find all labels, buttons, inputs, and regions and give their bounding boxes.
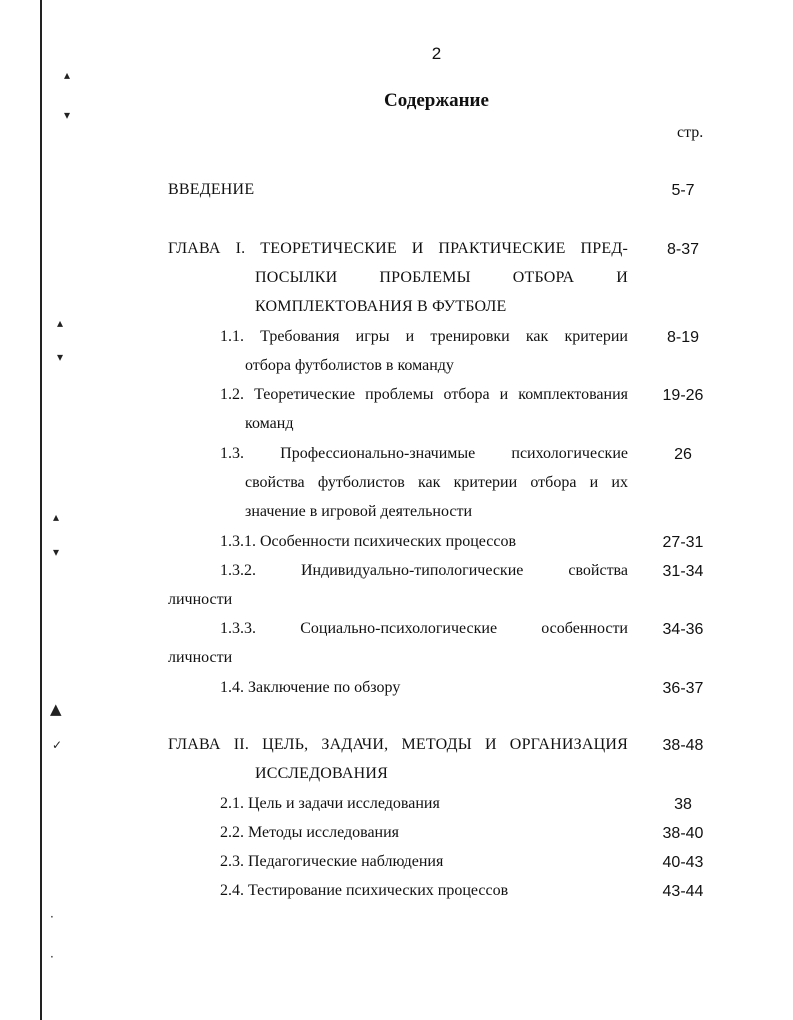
scan-speck: ▴	[64, 68, 71, 82]
toc-s1-1-line2: отбора футболистов в команду	[245, 357, 454, 374]
toc-ch1-line3: КОМПЛЕКТОВАНИЯ В ФУТБОЛЕ	[255, 298, 507, 315]
scan-speck: ▾	[57, 350, 64, 364]
toc-s1-3-line3: значение в игровой деятельности	[245, 503, 472, 520]
scan-speck: ▴	[57, 316, 64, 330]
toc-s2-2-pages: 38-40	[662, 825, 704, 842]
toc-intro-pages: 5-7	[671, 182, 695, 199]
scan-speck: ▾	[64, 108, 71, 122]
scan-speck: ·	[50, 950, 54, 964]
toc-s1-1-line1: 1.1. Требования игры и тренировки как критерии	[220, 328, 628, 345]
toc-s1-4-pages: 36-37	[662, 680, 704, 697]
toc-s1-3-2-line1: 1.3.2. Индивидуально-типологические свойства	[220, 562, 628, 579]
scan-speck: ▾	[53, 545, 60, 559]
toc-s1-3-3-pages: 34-36	[662, 621, 704, 638]
toc-s2-4-pages: 43-44	[662, 883, 704, 900]
toc-s1-3-2-pages: 31-34	[662, 563, 704, 580]
toc-s1-3-line2: свойства футболистов как критерии отбора и их	[245, 474, 628, 491]
toc-s1-3-1-line1: 1.3.1. Особенности психических процессов	[220, 533, 517, 550]
toc-s2-3-pages: 40-43	[662, 854, 704, 871]
toc-s2-3-line1: 2.3. Педагогические наблюдения	[220, 853, 444, 870]
toc-s1-2-line1: 1.2. Теоретические проблемы отбора и комплектования	[220, 386, 628, 403]
toc-s1-3-1-pages: 27-31	[662, 534, 704, 551]
toc-ch1-line1: ГЛАВА I. ТЕОРЕТИЧЕСКИЕ И ПРАКТИЧЕСКИЕ ПРЕД-	[168, 240, 628, 257]
toc-intro-label: ВВЕДЕНИЕ	[168, 181, 255, 198]
toc-ch1-pages: 8-37	[666, 241, 700, 258]
toc-ch2-line2: ИССЛЕДОВАНИЯ	[255, 765, 388, 782]
toc-ch2-pages: 38-48	[662, 737, 704, 754]
pages-column-header: стр.	[677, 124, 704, 141]
toc-s2-1-pages: 38	[674, 796, 692, 813]
toc-s1-3-3-line1: 1.3.3. Социально-психологические особенности	[220, 620, 628, 637]
toc-s2-1-line1: 2.1. Цель и задачи исследования	[220, 795, 440, 812]
scan-edge-line	[40, 0, 42, 1020]
page-title: Содержание	[384, 90, 489, 111]
toc-ch1-line2: ПОСЫЛКИ ПРОБЛЕМЫ ОТБОРА И	[255, 269, 628, 286]
toc-s1-1-pages: 8-19	[666, 329, 700, 346]
toc-s1-2-pages: 19-26	[662, 387, 704, 404]
scan-speck: ✓	[52, 738, 63, 752]
scan-speck: ·	[50, 910, 54, 924]
toc-s2-4-line1: 2.4. Тестирование психических процессов	[220, 882, 509, 899]
toc-s2-2-line1: 2.2. Методы исследования	[220, 824, 400, 841]
toc-s1-3-2-line2: личности	[168, 591, 233, 608]
scan-speck: ▲	[50, 700, 62, 718]
scan-speck: ▴	[53, 510, 60, 524]
toc-s1-2-line2: команд	[245, 415, 294, 432]
toc-s1-3-3-line2: личности	[168, 649, 233, 666]
page-number: 2	[431, 44, 442, 63]
toc-s1-4-line1: 1.4. Заключение по обзору	[220, 679, 401, 696]
toc-s1-3-line1: 1.3. Профессионально-значимые психологические	[220, 445, 628, 462]
toc-ch2-line1: ГЛАВА II. ЦЕЛЬ, ЗАДАЧИ, МЕТОДЫ И ОРГАНИЗАЦИЯ	[168, 736, 628, 753]
toc-s1-3-pages: 26	[674, 446, 692, 463]
